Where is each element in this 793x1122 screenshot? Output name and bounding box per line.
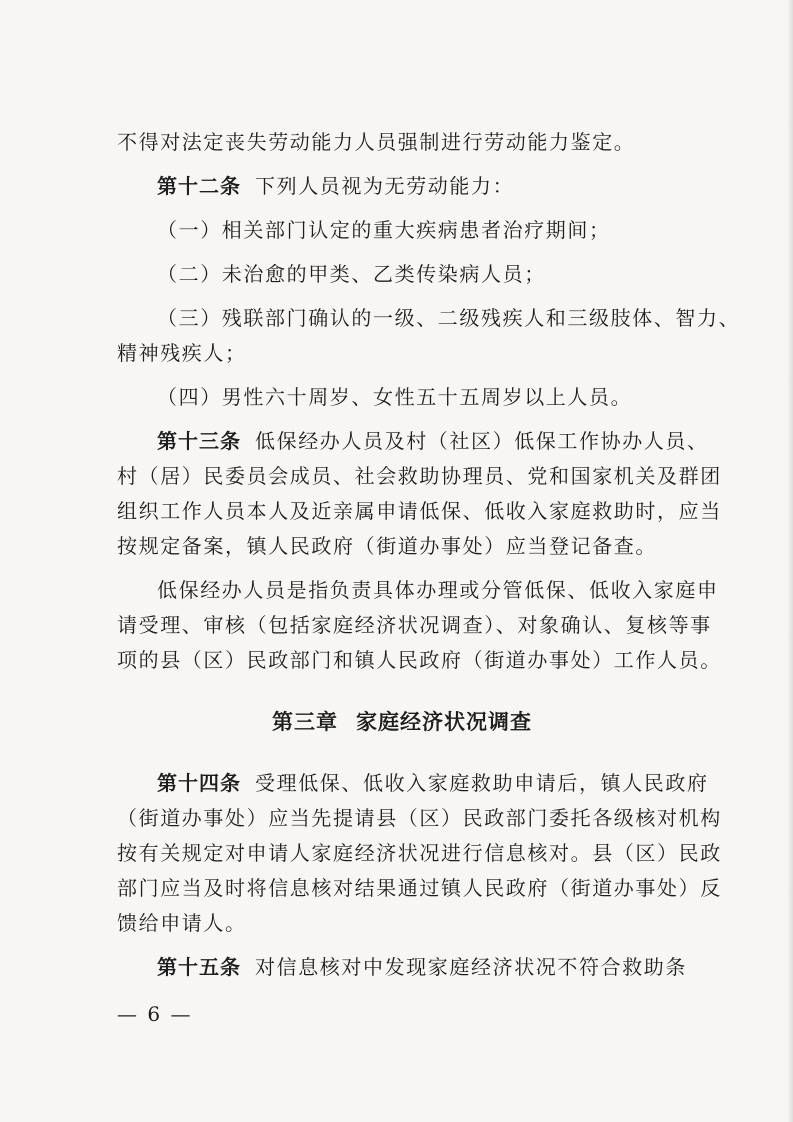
text-line: [117, 169, 697, 204]
line-text: 按有关规定对申请人家庭经济状况进行信息核对。县（区）民政: [117, 841, 722, 865]
line-text: （街道办事处）应当先提请县（区）民政部门委托各级核对机构: [117, 806, 722, 830]
paragraph: [117, 125, 697, 169]
text-line: [117, 213, 697, 248]
line-text: 不得对法定丧失劳动能力人员强制进行劳动能力鉴定。: [117, 130, 636, 154]
paragraph: [117, 257, 697, 301]
article-number: 第十三条: [157, 429, 241, 453]
chapter-number: 第三章: [272, 710, 338, 734]
line-text: 下列人员视为无劳动能力：: [255, 174, 515, 198]
text-line: [117, 529, 697, 564]
line-text: 精神残疾人；: [117, 341, 247, 365]
line-text: 低保经办人员是指负责具体办理或分管低保、低收入家庭申: [157, 578, 719, 602]
article-paragraph: [117, 169, 697, 213]
line-text: （四）男性六十周岁、女性五十五周岁以上人员。: [157, 385, 633, 409]
line-text: （三）残联部门确认的一级、二级残疾人和三级肢体、智力、: [157, 306, 741, 330]
document-body: [117, 125, 741, 985]
line-text: 项的县（区）民政部门和镇人民政府（街道办事处）工作人员。: [117, 648, 722, 672]
text-block-before-chapter: [117, 125, 741, 678]
scan-edge-shadow: [787, 0, 793, 1122]
article-paragraph: [117, 950, 697, 985]
text-line: [117, 380, 697, 415]
text-line: [117, 608, 712, 643]
line-text: 低保经办人员及村（社区）低保工作协办人员、: [255, 429, 709, 453]
text-line: [117, 459, 722, 494]
line-text: 对信息核对中发现家庭经济状况不符合救助条: [255, 955, 687, 979]
text-line: [117, 125, 697, 160]
paragraph: [117, 301, 741, 380]
article-number: 第十五条: [157, 955, 241, 979]
text-line: [117, 906, 697, 941]
text-line: [117, 643, 722, 678]
article-number: 第十四条: [157, 771, 241, 795]
text-line: [117, 871, 722, 906]
text-line: [117, 257, 697, 292]
line-text: （二）未治愈的甲类、乙类传染病人员；: [157, 262, 546, 286]
text-line: [117, 836, 722, 871]
text-line: [117, 801, 722, 836]
chapter-title: 家庭经济状况调查: [356, 710, 532, 734]
text-line: [117, 424, 709, 459]
paragraph: [117, 213, 697, 257]
text-line: [117, 336, 697, 371]
chapter-heading: [117, 702, 697, 742]
text-line: [117, 573, 719, 608]
line-text: 组织工作人员本人及近亲属申请低保、低收入家庭救助时，应当: [117, 499, 722, 523]
text-line: [117, 950, 697, 985]
line-text: 请受理、审核（包括家庭经济状况调查）、对象确认、复核等事: [117, 613, 712, 637]
text-line: [117, 301, 741, 336]
line-text: （一）相关部门认定的重大疾病患者治疗期间；: [157, 218, 611, 242]
line-text: 村（居）民委员会成员、社会救助协理员、党和国家机关及群团: [117, 464, 722, 488]
article-paragraph: [117, 766, 722, 950]
paragraph: [117, 573, 722, 678]
line-text: 受理低保、低收入家庭救助申请后，镇人民政府: [255, 771, 709, 795]
text-line: [117, 766, 709, 801]
text-block-after-chapter: [117, 766, 722, 985]
article-number: 第十二条: [157, 174, 241, 198]
article-paragraph: [117, 424, 722, 573]
line-text: 部门应当及时将信息核对结果通过镇人民政府（街道办事处）反: [117, 876, 722, 900]
paragraph: [117, 380, 697, 424]
text-line: [117, 494, 722, 529]
page-number: — 6 —: [117, 1002, 193, 1026]
line-text: 按规定备案，镇人民政府（街道办事处）应当登记备查。: [117, 534, 657, 558]
line-text: 馈给申请人。: [117, 911, 247, 935]
